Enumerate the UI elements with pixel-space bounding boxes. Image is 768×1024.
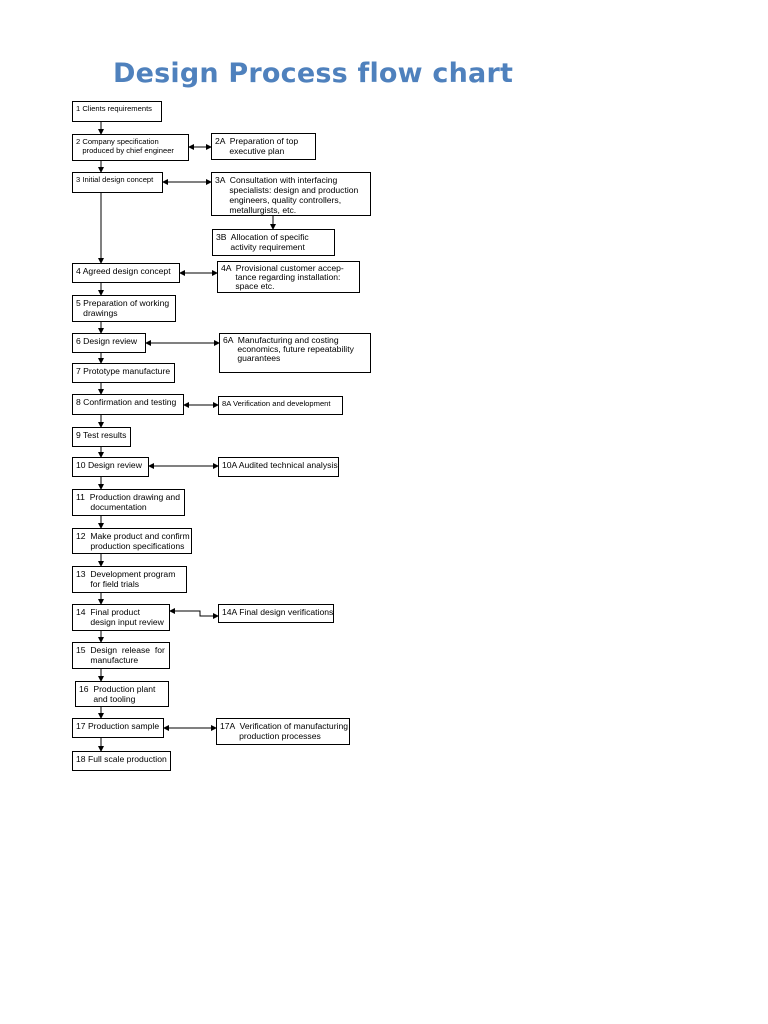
step-2-label: 2 Company specification produced by chief engineer xyxy=(76,137,174,155)
step-3b-label: 3B Allocation of specific activity requirement xyxy=(216,232,309,252)
step-2a-label: 2A Preparation of top executive plan xyxy=(215,136,299,156)
step-13-label: 13 Development program for field trials xyxy=(76,569,176,589)
step-17-label: 17 Production sample xyxy=(76,721,160,731)
step-1-label: 1 Clients requirements xyxy=(76,104,152,113)
step-14a-label: 14A Final design verifications xyxy=(222,607,334,617)
arrow-14-14a xyxy=(170,611,218,616)
step-11-label: 11 Production drawing and documentation xyxy=(76,492,180,512)
step-7-label: 7 Prototype manufacture xyxy=(76,366,171,376)
page-title: Design Process flow chart xyxy=(113,58,514,89)
step-3-label: 3 Initial design concept xyxy=(76,175,154,184)
step-8a-label: 8A Verification and development xyxy=(222,399,331,408)
step-6-label: 6 Design review xyxy=(76,336,138,346)
step-17a-label: 17A Verification of manufacturing production processes xyxy=(220,721,349,741)
step-10a-label: 10A Audited technical analysis xyxy=(222,460,338,470)
step-6a-label: 6A Manufacturing and costing economics, future repeatability guarantees xyxy=(223,335,354,363)
step-8-label: 8 Confirmation and testing xyxy=(76,397,177,407)
step-14-label: 14 Final product design input review xyxy=(76,607,164,627)
step-3a-label: 3A Consultation with interfacing specialists: design and production engineers, quality controllers, metallurgists, etc. xyxy=(215,175,359,215)
step-16-label: 16 Production plant and tooling xyxy=(79,684,156,704)
step-9-label: 9 Test results xyxy=(76,430,127,440)
step-10-label: 10 Design review xyxy=(76,460,142,470)
step-4a-label: 4A Provisional customer accep- tance regarding installation: space etc. xyxy=(221,263,344,291)
step-18-label: 18 Full scale production xyxy=(76,754,167,764)
step-12-label: 12 Make product and confirm production specifications xyxy=(76,531,190,551)
step-4-label: 4 Agreed design concept xyxy=(76,266,171,276)
step-5-label: 5 Preparation of working drawings xyxy=(76,298,170,318)
step-15-label: 15 Design release for manufacture xyxy=(76,645,165,665)
